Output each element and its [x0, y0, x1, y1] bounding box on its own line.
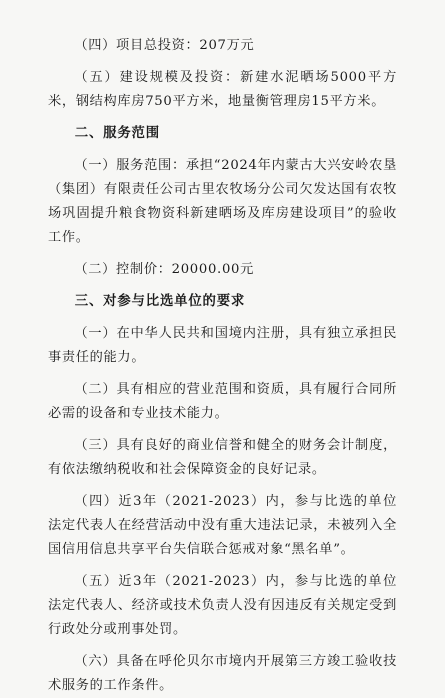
section-heading-requirements: 三、对参与比选单位的要求 — [74, 294, 246, 309]
construction-scale: （五）建设规模及投资：新建水泥晒场5000平方米，钢结构库房750平方米，地量衡管理房15平方米。 — [48, 70, 397, 109]
requirement-5: （五）近3年（2021-2023）内，参与比选的单位法定代表人、经济或技术负责人没有因违反有关规定受到行政处分或刑事处罚。 — [48, 574, 397, 637]
requirement-4: （四）近3年（2021-2023）内，参与比选的单位法定代表人在经营活动中没有重大违法记录，未被列入全国信用信息共享平台失信联合惩戒对象“黑名单”。 — [48, 494, 397, 557]
requirement-1: （一）在中华人民共和国境内注册，具有独立承担民事责任的能力。 — [48, 326, 397, 365]
service-scope-text: （一）服务范围：承担“2024年内蒙古大兴安岭农垦（集团）有限责任公司古里农牧场分公司欠发达国有农牧场巩固提升粮食物资科新建晒场及库房建设项目”的验收工作。 — [48, 158, 397, 245]
control-price: （二）控制价：20000.00元 — [74, 262, 255, 277]
requirement-2: （二）具有相应的营业范围和资质，具有履行合同所必需的设备和专业技术能力。 — [48, 382, 397, 421]
section-heading-service-scope: 二、服务范围 — [74, 126, 160, 141]
project-total-investment: （四）项目总投资：207万元 — [74, 38, 255, 53]
requirement-6: （六）具备在呼伦贝尔市境内开展第三方竣工验收技术服务的工作条件。 — [48, 654, 397, 693]
requirement-3: （三）具有良好的商业信誉和健全的财务会计制度，有依法缴纳税收和社会保障资金的良好记录。 — [48, 438, 397, 477]
